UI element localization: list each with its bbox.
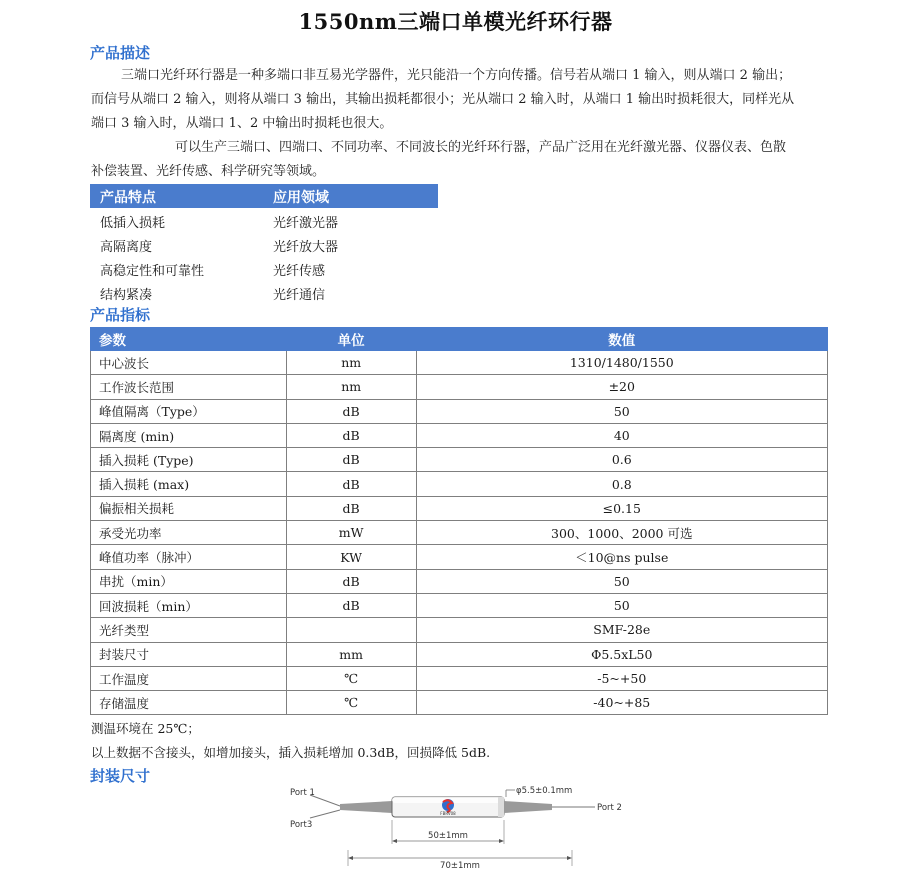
spec-unit-cell: dB (286, 569, 416, 593)
diameter-label: φ5.5±0.1mm (516, 786, 573, 796)
spec-value-cell: -40~+85 (416, 691, 827, 715)
spec-param-cell: 工作温度 (91, 666, 287, 690)
spec-row (91, 375, 828, 399)
spec-header-row (91, 328, 828, 351)
spec-value-cell: ≤0.15 (416, 496, 827, 520)
spec-value-cell: -5~+50 (416, 666, 827, 690)
spec-param-cell: 峰值功率（脉冲） (91, 545, 287, 569)
left-boot (340, 801, 392, 813)
spec-param-cell: 中心波长 (91, 351, 287, 375)
note-test-temperature: 测温环境在 25℃； (91, 721, 200, 736)
spec-value-cell: 0.6 (416, 448, 827, 472)
feature-cell: 低插入损耗 (100, 216, 166, 231)
application-cell: 光纤传感 (273, 264, 326, 279)
description-line: 而信号从端口 2 输入，则将从端口 3 输出，其输出损耗都很小；光从端口 2 输入时，从端口 1 输出时损耗很大，同样光从 (91, 92, 795, 107)
description-heading: 产品描述 (90, 44, 151, 62)
spec-row (91, 521, 828, 545)
spec-param-cell: 工作波长范围 (91, 375, 287, 399)
spec-unit-cell: mm (286, 642, 416, 666)
spec-unit-cell: nm (286, 375, 416, 399)
application-cell: 光纤激光器 (273, 216, 339, 231)
features-header (90, 184, 438, 208)
spec-table (90, 327, 828, 715)
spec-value-cell: ±20 (416, 375, 827, 399)
spec-row (91, 691, 828, 715)
spec-value-cell: 50 (416, 569, 827, 593)
description-line: 可以生产三端口、四端口、不同功率、不同波长的光纤环行器，产品广泛用在光纤激光器、仪器仪表、色散 (175, 140, 787, 155)
spec-unit-cell: KW (286, 545, 416, 569)
application-cell: 光纤放大器 (273, 240, 339, 255)
dim-total-label: 70±1mm (440, 861, 480, 871)
spec-unit-cell: dB (286, 399, 416, 423)
feature-cell: 结构紧凑 (100, 288, 153, 303)
features-col1-header: 产品特点 (100, 190, 156, 206)
spec-param-cell: 隔离度 (min) (91, 423, 287, 447)
description-paragraph-2 (91, 136, 829, 184)
spec-row (91, 351, 828, 375)
spec-unit-cell: mW (286, 521, 416, 545)
spec-param-cell: 峰值隔离（Type） (91, 399, 287, 423)
dim-body-label: 50±1mm (428, 831, 468, 841)
page-title: 1550nm三端口单模光纤环行器 (298, 9, 613, 34)
spec-row (91, 642, 828, 666)
logo-text: FBRV08 (440, 811, 456, 816)
port1-label: Port 1 (290, 788, 315, 798)
port2-label: Port 2 (597, 803, 622, 813)
spec-header-param: 参数 (91, 328, 287, 351)
spec-unit-cell: dB (286, 423, 416, 447)
spec-row (91, 593, 828, 617)
port3-label: Port3 (290, 820, 313, 830)
description-line: 三端口光纤环行器是一种多端口非互易光学器件，光只能沿一个方向传播。信号若从端口 1 输入，则从端口 2 输出； (121, 68, 792, 83)
features-col2-header: 应用领域 (273, 190, 329, 206)
feature-row (90, 232, 438, 256)
spec-unit-cell (286, 618, 416, 642)
spec-value-cell: 50 (416, 593, 827, 617)
body-end-cap (498, 797, 504, 817)
spec-param-cell: 封装尺寸 (91, 642, 287, 666)
spec-value-cell: 1310/1480/1550 (416, 351, 827, 375)
spec-value-cell: Φ5.5xL50 (416, 642, 827, 666)
package-dimension-diagram (280, 780, 640, 872)
spec-row (91, 399, 828, 423)
port3-leader-line (310, 810, 340, 818)
spec-param-cell: 插入损耗 (Type) (91, 448, 287, 472)
feature-cell: 高隔离度 (100, 240, 153, 255)
spec-value-cell: 0.8 (416, 472, 827, 496)
application-cell: 光纤通信 (273, 288, 326, 303)
spec-unit-cell: ℃ (286, 691, 416, 715)
package-heading: 封装尺寸 (90, 767, 151, 785)
spec-unit-cell: ℃ (286, 666, 416, 690)
spec-unit-cell: dB (286, 448, 416, 472)
spec-value-cell: SMF-28e (416, 618, 827, 642)
spec-header-unit: 单位 (286, 328, 416, 351)
spec-header-value: 数值 (416, 328, 827, 351)
spec-row (91, 666, 828, 690)
spec-value-cell: ＜10@ns pulse (416, 545, 827, 569)
spec-param-cell: 承受光功率 (91, 521, 287, 545)
spec-unit-cell: dB (286, 472, 416, 496)
spec-param-cell: 回波损耗（min） (91, 593, 287, 617)
spec-row (91, 448, 828, 472)
spec-row (91, 618, 828, 642)
spec-param-cell: 偏振相关损耗 (91, 496, 287, 520)
spec-row (91, 472, 828, 496)
right-boot (504, 801, 552, 813)
note-connector: 以上数据不含接头，如增加接头，插入损耗增加 0.3dB，回损降低 5dB. (91, 745, 491, 760)
feature-row (90, 280, 438, 304)
description-paragraph-1 (91, 64, 829, 136)
spec-row (91, 545, 828, 569)
spec-unit-cell: dB (286, 496, 416, 520)
spec-unit-cell: dB (286, 593, 416, 617)
description-line: 端口 3 输入时，从端口 1、2 中输出时损耗也很大。 (91, 116, 393, 131)
spec-row (91, 423, 828, 447)
feature-row (90, 208, 438, 232)
spec-unit-cell: nm (286, 351, 416, 375)
spec-param-cell: 存储温度 (91, 691, 287, 715)
specs-heading: 产品指标 (90, 306, 151, 324)
spec-row (91, 569, 828, 593)
description-line: 补偿装置、光纤传感、科学研究等领域。 (91, 164, 326, 179)
spec-row (91, 496, 828, 520)
spec-value-cell: 300、1000、2000 可选 (416, 521, 827, 545)
spec-param-cell: 串扰（min） (91, 569, 287, 593)
spec-param-cell: 光纤类型 (91, 618, 287, 642)
spec-value-cell: 40 (416, 423, 827, 447)
spec-value-cell: 50 (416, 399, 827, 423)
spec-param-cell: 插入损耗 (max) (91, 472, 287, 496)
feature-row (90, 256, 438, 280)
feature-cell: 高稳定性和可靠性 (100, 264, 205, 279)
